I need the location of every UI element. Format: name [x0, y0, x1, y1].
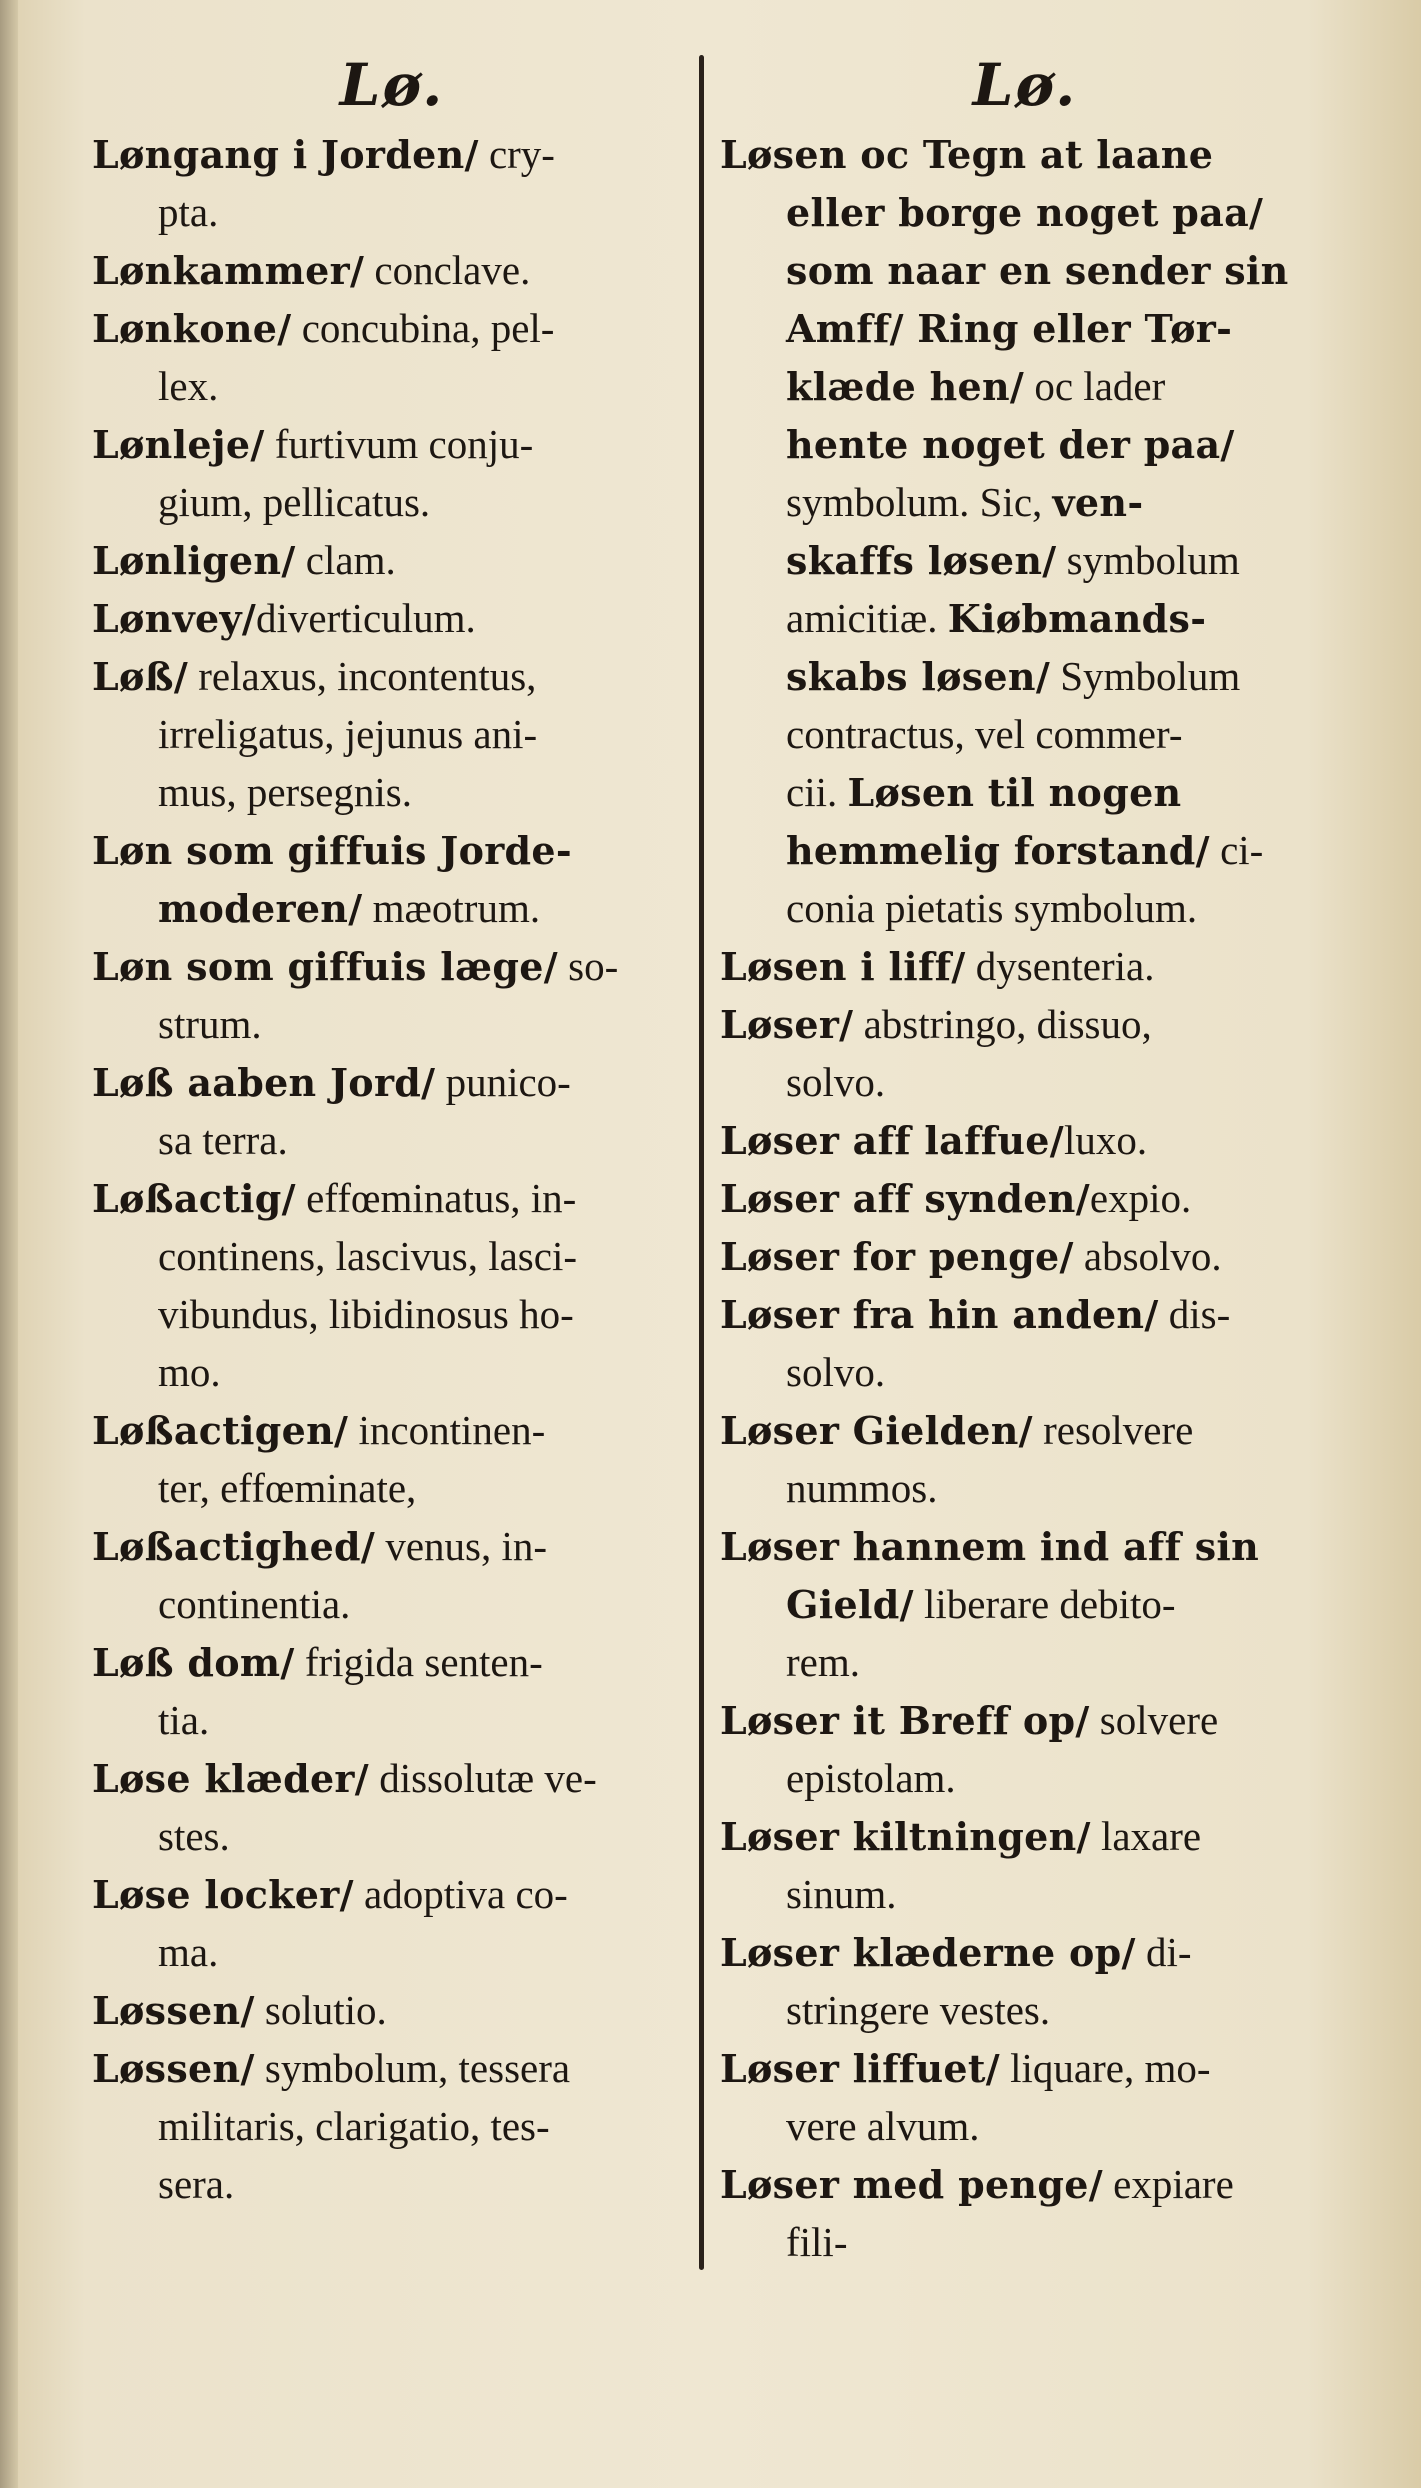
entry-line [92, 1692, 692, 1750]
latin-gloss: dysenteria. [965, 943, 1155, 989]
latin-gloss: solvere [1089, 1697, 1219, 1743]
entry-line [720, 2214, 1330, 2272]
latin-gloss: luxo. [1063, 1117, 1148, 1163]
headword: Løser aff synden/ [720, 1176, 1090, 1221]
headword: Kiøbmands- [947, 596, 1207, 641]
dictionary-entry [720, 1692, 1330, 1808]
dictionary-entry [92, 126, 692, 242]
latin-gloss: incontinen- [348, 1407, 546, 1453]
entry-line [92, 2040, 692, 2098]
latin-gloss: fili- [786, 2219, 848, 2265]
entry-line [720, 474, 1330, 532]
latin-gloss: stes. [158, 1813, 230, 1859]
latin-gloss: frigida senten- [294, 1639, 543, 1685]
latin-gloss: sa terra. [158, 1117, 288, 1163]
latin-gloss: continens, lascivus, lasci- [158, 1233, 578, 1279]
entry-line [720, 416, 1330, 474]
dictionary-entry [720, 1228, 1330, 1286]
latin-gloss: militaris, clarigatio, tes- [158, 2103, 550, 2149]
dictionary-entry [720, 938, 1330, 996]
dictionary-entry [720, 126, 1330, 938]
entry-line [720, 1054, 1330, 1112]
latin-gloss: furtivum conju- [264, 421, 534, 467]
headword: ven- [1052, 480, 1144, 525]
entry-line [92, 242, 692, 300]
entry-line [720, 1924, 1330, 1982]
latin-gloss: solvo. [786, 1349, 886, 1395]
headword: Løsen i liff/ [720, 944, 966, 989]
latin-gloss: symbolum. Sic, [786, 479, 1053, 525]
right-running-head: Lø. [972, 51, 1078, 119]
entry-line [720, 1402, 1330, 1460]
latin-gloss: irreligatus, jejunus ani- [158, 711, 538, 757]
entry-line [720, 126, 1330, 184]
latin-gloss: contractus, vel commer- [786, 711, 1183, 757]
entry-line [92, 1228, 692, 1286]
headword: Løser Gielden/ [720, 1408, 1033, 1453]
headword: Løser it Breff op/ [720, 1698, 1090, 1743]
entry-line [92, 1286, 692, 1344]
latin-gloss: di- [1135, 1929, 1192, 1975]
entry-line [92, 1344, 692, 1402]
entry-line [720, 706, 1330, 764]
latin-gloss: vere alvum. [786, 2103, 980, 2149]
column-divider [699, 55, 704, 2270]
entry-line [720, 880, 1330, 938]
latin-gloss: dis- [1158, 1291, 1231, 1337]
dictionary-entry [92, 1402, 692, 1518]
entry-line [92, 2156, 692, 2214]
dictionary-entry [92, 1634, 692, 1750]
latin-gloss: strum. [158, 1001, 262, 1047]
left-column [92, 44, 692, 2214]
entry-line [720, 938, 1330, 996]
latin-gloss: vibundus, libidinosus ho- [158, 1291, 574, 1337]
latin-gloss: laxare [1090, 1813, 1202, 1859]
latin-gloss: stringere vestes. [786, 1987, 1051, 2033]
entry-line [92, 1402, 692, 1460]
latin-gloss: amicitiæ. [786, 595, 948, 641]
entry-line [92, 590, 692, 648]
headword: moderen/ [158, 886, 363, 931]
latin-gloss: clam. [295, 537, 396, 583]
entry-line [720, 822, 1330, 880]
latin-gloss: expiare [1102, 2161, 1234, 2207]
left-entries [92, 126, 692, 2214]
headword: Løser for penge/ [720, 1234, 1074, 1279]
entry-line [92, 1634, 692, 1692]
entry-line [720, 1228, 1330, 1286]
dictionary-entry [92, 2040, 692, 2214]
headword: Lønkammer/ [92, 248, 365, 293]
entry-line [720, 1692, 1330, 1750]
headword: skaffs løsen/ [786, 538, 1057, 583]
dictionary-entry [92, 1518, 692, 1634]
entry-line [92, 1170, 692, 1228]
headword: Løssen/ [92, 2046, 255, 2091]
latin-gloss: conclave. [364, 247, 531, 293]
entry-line [92, 474, 692, 532]
headword: hemmelig forstand/ [786, 828, 1210, 873]
headword: Løser med penge/ [720, 2162, 1103, 2207]
entry-line [92, 1112, 692, 1170]
entry-line [92, 996, 692, 1054]
dictionary-entry [92, 532, 692, 590]
dictionary-entry [720, 1286, 1330, 1402]
headword: Løse locker/ [92, 1872, 354, 1917]
latin-gloss: concubina, pel- [291, 305, 555, 351]
entry-line [720, 1750, 1330, 1808]
latin-gloss: mæotrum. [362, 885, 541, 931]
dictionary-entry [92, 1750, 692, 1866]
dictionary-entry [720, 1924, 1330, 2040]
left-running-head: Lø. [339, 51, 445, 119]
headword: Løn som giffuis Jorde- [92, 828, 572, 873]
entry-line [92, 1924, 692, 1982]
dictionary-entry [92, 1054, 692, 1170]
headword: Løser fra hin anden/ [720, 1292, 1159, 1337]
entry-line [720, 996, 1330, 1054]
entry-line [92, 1808, 692, 1866]
latin-gloss: lex. [158, 363, 219, 409]
entry-line [720, 300, 1330, 358]
entry-line [720, 2098, 1330, 2156]
entry-line [92, 2098, 692, 2156]
entry-line [720, 1982, 1330, 2040]
latin-gloss: conia pietatis symbolum. [786, 885, 1198, 931]
headword: Løßactigen/ [92, 1408, 349, 1453]
entry-line [720, 1344, 1330, 1402]
entry-line [92, 126, 692, 184]
headword: Løser aff laffue/ [720, 1118, 1064, 1163]
headword: Løß/ [92, 654, 189, 699]
entry-line [720, 1576, 1330, 1634]
latin-gloss: liquare, mo- [999, 2045, 1211, 2091]
latin-gloss: so- [557, 943, 619, 989]
headword: skabs løsen/ [786, 654, 1050, 699]
headword: Løsen oc Tegn at laane [720, 132, 1214, 177]
latin-gloss: nummos. [786, 1465, 938, 1511]
entry-line [720, 242, 1330, 300]
headword: Løß dom/ [92, 1640, 295, 1685]
dictionary-entry [720, 2156, 1330, 2272]
entry-line [720, 1286, 1330, 1344]
headword: hente noget der paa/ [786, 422, 1235, 467]
headword: Løßactig/ [92, 1176, 296, 1221]
headword: Løssen/ [92, 1988, 255, 2033]
entry-line [92, 1866, 692, 1924]
headword: Løn som giffuis læge/ [92, 944, 558, 989]
latin-gloss: sinum. [786, 1871, 897, 1917]
dictionary-entry [720, 2040, 1330, 2156]
latin-gloss: epistolam. [786, 1755, 956, 1801]
latin-gloss: absolvo. [1073, 1233, 1222, 1279]
latin-gloss: dissolutæ ve- [368, 1755, 597, 1801]
latin-gloss: liberare debito- [913, 1581, 1176, 1627]
latin-gloss: oc lader [1024, 363, 1166, 409]
headword: Løsen til nogen [847, 770, 1182, 815]
entry-line [720, 184, 1330, 242]
latin-gloss: cry- [478, 131, 555, 177]
entry-line [92, 706, 692, 764]
entry-line [720, 2156, 1330, 2214]
headword: Løser/ [720, 1002, 854, 1047]
dictionary-entry [720, 1402, 1330, 1518]
entry-line [720, 590, 1330, 648]
latin-gloss: ma. [158, 1929, 219, 1975]
entry-line [92, 1576, 692, 1634]
headword: Lønkone/ [92, 306, 292, 351]
entry-line [92, 416, 692, 474]
latin-gloss: tia. [158, 1697, 210, 1743]
dictionary-entry [92, 1982, 692, 2040]
entry-line [720, 1460, 1330, 1518]
latin-gloss: ci- [1209, 827, 1264, 873]
latin-gloss: sera. [158, 2161, 235, 2207]
dictionary-entry [92, 416, 692, 532]
entry-line [720, 764, 1330, 822]
headword: Løngang i Jorden/ [92, 132, 479, 177]
right-column [720, 44, 1330, 2272]
entry-line [92, 1054, 692, 1112]
entry-line [92, 532, 692, 590]
latin-gloss: symbolum [1056, 537, 1240, 583]
entry-line [720, 2040, 1330, 2098]
entry-line [92, 880, 692, 938]
headword: klæde hen/ [786, 364, 1025, 409]
entry-line [92, 1460, 692, 1518]
entry-line [92, 300, 692, 358]
entry-line [92, 184, 692, 242]
entry-line [720, 1634, 1330, 1692]
entry-line [92, 1982, 692, 2040]
latin-gloss: ter, effœminate, [158, 1465, 417, 1511]
latin-gloss: cii. [786, 769, 848, 815]
latin-gloss: symbolum, tessera [254, 2045, 571, 2091]
latin-gloss: diverticulum. [256, 595, 476, 641]
latin-gloss: venus, in- [375, 1523, 548, 1569]
headword: Løßactighed/ [92, 1524, 376, 1569]
headword: Løse klæder/ [92, 1756, 369, 1801]
dictionary-entry [92, 938, 692, 1054]
entry-line [720, 1112, 1330, 1170]
dictionary-entry [92, 1866, 692, 1982]
latin-gloss: pta. [158, 189, 219, 235]
dictionary-entry [720, 996, 1330, 1112]
entry-line [92, 648, 692, 706]
right-entries [720, 126, 1330, 2272]
latin-gloss: relaxus, incontentus, [188, 653, 537, 699]
latin-gloss: mo. [158, 1349, 221, 1395]
headword: Lønligen/ [92, 538, 296, 583]
latin-gloss: mus, persegnis. [158, 769, 412, 815]
headword: Lønleje/ [92, 422, 265, 467]
dictionary-entry [92, 822, 692, 938]
latin-gloss: solutio. [254, 1987, 387, 2033]
entry-line [720, 358, 1330, 416]
headword: Lønvey/ [92, 596, 257, 641]
entry-line [92, 938, 692, 996]
headword: Løß aaben Jord/ [92, 1060, 436, 1105]
headword: Løser liffuet/ [720, 2046, 1000, 2091]
dictionary-entry [720, 1808, 1330, 1924]
latin-gloss: rem. [786, 1639, 860, 1685]
headword: eller borge noget paa/ [786, 190, 1264, 235]
dictionary-entry [720, 1170, 1330, 1228]
dictionary-entry [92, 590, 692, 648]
entry-line [92, 1518, 692, 1576]
entry-line [92, 822, 692, 880]
latin-gloss: adoptiva co- [353, 1871, 568, 1917]
headword: Løser hannem ind aff sin [720, 1524, 1260, 1569]
entry-line [720, 1518, 1330, 1576]
headword: som naar en sender sin [786, 248, 1289, 293]
dictionary-entry [92, 1170, 692, 1402]
entry-line [720, 1170, 1330, 1228]
entry-line [92, 764, 692, 822]
entry-line [720, 1866, 1330, 1924]
latin-gloss: Symbolum [1050, 653, 1241, 699]
headword: Gield/ [786, 1582, 914, 1627]
headword: Løser klæderne op/ [720, 1930, 1136, 1975]
entry-line [720, 648, 1330, 706]
entry-line [92, 1750, 692, 1808]
latin-gloss: solvo. [786, 1059, 886, 1105]
dictionary-entry [92, 300, 692, 416]
latin-gloss: expio. [1089, 1175, 1192, 1221]
latin-gloss: gium, pellicatus. [158, 479, 431, 525]
latin-gloss: abstringo, dissuo, [853, 1001, 1152, 1047]
latin-gloss: punico- [435, 1059, 571, 1105]
page-edge [0, 0, 18, 2488]
latin-gloss: continentia. [158, 1581, 351, 1627]
dictionary-entry [92, 648, 692, 822]
dictionary-entry [720, 1518, 1330, 1692]
headword: Løser kiltningen/ [720, 1814, 1091, 1859]
headword: Amff/ Ring eller Tør- [786, 306, 1233, 351]
latin-gloss: resolvere [1032, 1407, 1194, 1453]
entry-line [720, 532, 1330, 590]
entry-line [92, 358, 692, 416]
entry-line [720, 1808, 1330, 1866]
dictionary-entry [720, 1112, 1330, 1170]
latin-gloss: effœminatus, in- [295, 1175, 577, 1221]
dictionary-entry [92, 242, 692, 300]
